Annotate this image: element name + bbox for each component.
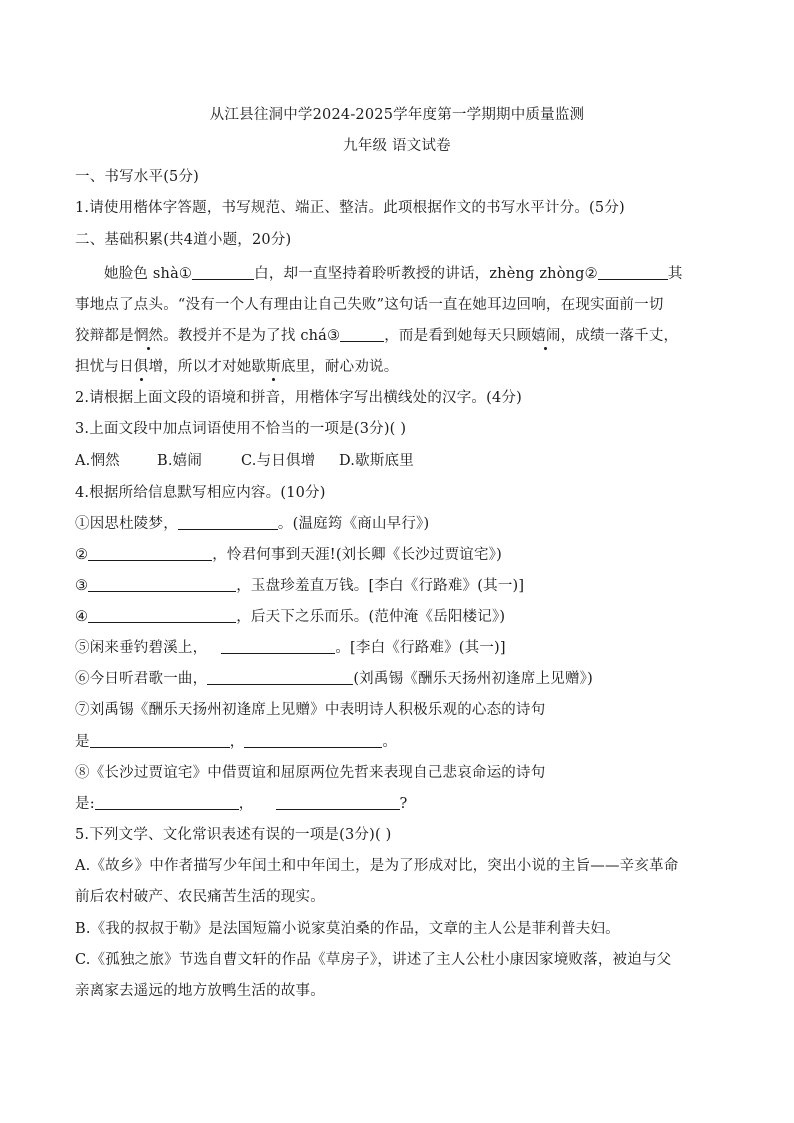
question-3-options <box>75 449 414 470</box>
blank-2 <box>598 265 668 280</box>
dotted-word-xinao: 嬉闹 <box>531 324 560 345</box>
recite-item-5: ⑤闲来垂钓碧溪上， 。[李白《行路难》(其一)] <box>75 640 506 656</box>
option-c: C.与日俱增 <box>241 453 316 469</box>
dotted-word-xiesidili: 歇斯底 <box>251 355 295 376</box>
recite-item-8: ⑧《长沙过贾谊宅》中借贾谊和屈原两位先哲来表现自己悲哀命运的诗句 <box>75 765 546 781</box>
q5-option-a-line-1: A.《故乡》中作者描写少年闰土和中年闰土，是为了形成对比，突出小说的主旨——辛亥革命 <box>75 858 679 874</box>
question-3: 3.上面文段中加点词语使用不恰当的一项是(3分)( ) <box>75 421 407 437</box>
recite-item-1: ①因思杜陵梦， 。(温庭筠《商山早行》) <box>75 516 430 532</box>
question-4: 4.根据所给信息默写相应内容。(10分) <box>75 485 326 501</box>
q5-option-a-line-2: 前后农村破产、农民痛苦生活的现实。 <box>75 889 325 905</box>
recite-blank <box>178 515 278 530</box>
passage-line-3: 狡辩都是惘然。教授并不是为了找 chá③ ，而是看到她每天只顾嬉闹，成绩一落千丈， <box>75 324 678 345</box>
option-d: D.歇斯底里 <box>339 453 414 469</box>
recite-item-3: ③ ，玉盘珍羞直万钱。[李白《行路难》(其一)] <box>75 578 525 594</box>
q5-option-b: B.《我的叔叔于勒》是法国短篇小说家莫泊桑的作品，文章的主人公是菲利普夫妇。 <box>75 921 620 937</box>
q5-option-c-line-1: C.《孤独之旅》节选自曹文轩的作品《草房子》，讲述了主人公杜小康因家境败落，被迫与父 <box>75 952 672 968</box>
dotted-word-yurijuzeng: 日俱增 <box>119 355 163 376</box>
recite-blank <box>90 733 230 748</box>
dotted-word-wangran: 惘然 <box>134 328 163 344</box>
recite-blank <box>88 546 212 561</box>
recite-item-4: ④ ，后天下之乐而乐。(范仲淹《岳阳楼记》) <box>75 609 506 625</box>
recite-blank <box>88 577 236 592</box>
recite-item-6: ⑥今日听君歌一曲， (刘禹锡《酬乐天扬州初逢席上见赠》) <box>75 671 593 687</box>
exam-title: 从江县往洞中学2024-2025学年度第一学期期中质量监测 <box>209 107 585 123</box>
blank-3 <box>340 327 384 342</box>
option-b: B.嬉闹 <box>157 453 203 469</box>
recite-blank <box>221 639 335 654</box>
recite-item-7-answer: 是 ， 。 <box>75 734 398 750</box>
passage-line-2: 事地点了点头。“没有一个人有理由让自己失败”这句话一直在她耳边回响，在现实面前一切 <box>75 297 664 313</box>
q5-option-c-line-2: 亲离家去遥远的地方放鸭生活的故事。 <box>75 983 325 999</box>
passage-line-4: 担忧与日俱增，所以才对她歇斯底里，耐心劝说。 <box>75 355 398 376</box>
question-5: 5.下列文学、文化常识表述有误的一项是(3分)( ) <box>75 827 392 843</box>
exam-subtitle: 九年级 语文试卷 <box>343 138 451 154</box>
blank-1 <box>192 265 254 280</box>
recite-blank <box>244 733 382 748</box>
recite-blank <box>95 795 239 810</box>
recite-blank <box>88 608 236 623</box>
recite-item-2: ② ，怜君何事到天涯!(刘长卿《长沙过贾谊宅》) <box>75 547 502 563</box>
recite-blank <box>207 670 353 685</box>
recite-item-8-answer: 是: ， ? <box>75 796 408 812</box>
recite-item-7: ⑦刘禹锡《酬乐天扬州初逢席上见赠》中表明诗人积极乐观的心态的诗句 <box>75 702 546 718</box>
question-1: 1.请使用楷体字答题，书写规范、端正、整洁。此项根据作文的书写水平计分。(5分) <box>75 200 625 216</box>
section1-heading: 一、书写水平(5分) <box>75 169 200 185</box>
passage-line-1: 她脸色 shà① 白，却一直坚持着聆听教授的讲话，zhèng zhòng② 其 <box>104 266 683 282</box>
question-2: 2.请根据上面文段的语境和拼音，用楷体字写出横线处的汉字。(4分) <box>75 390 522 406</box>
section2-heading: 二、基础积累(共4道小题，20分) <box>75 232 292 248</box>
option-a: A.惘然 <box>75 453 120 469</box>
recite-blank <box>276 795 400 810</box>
